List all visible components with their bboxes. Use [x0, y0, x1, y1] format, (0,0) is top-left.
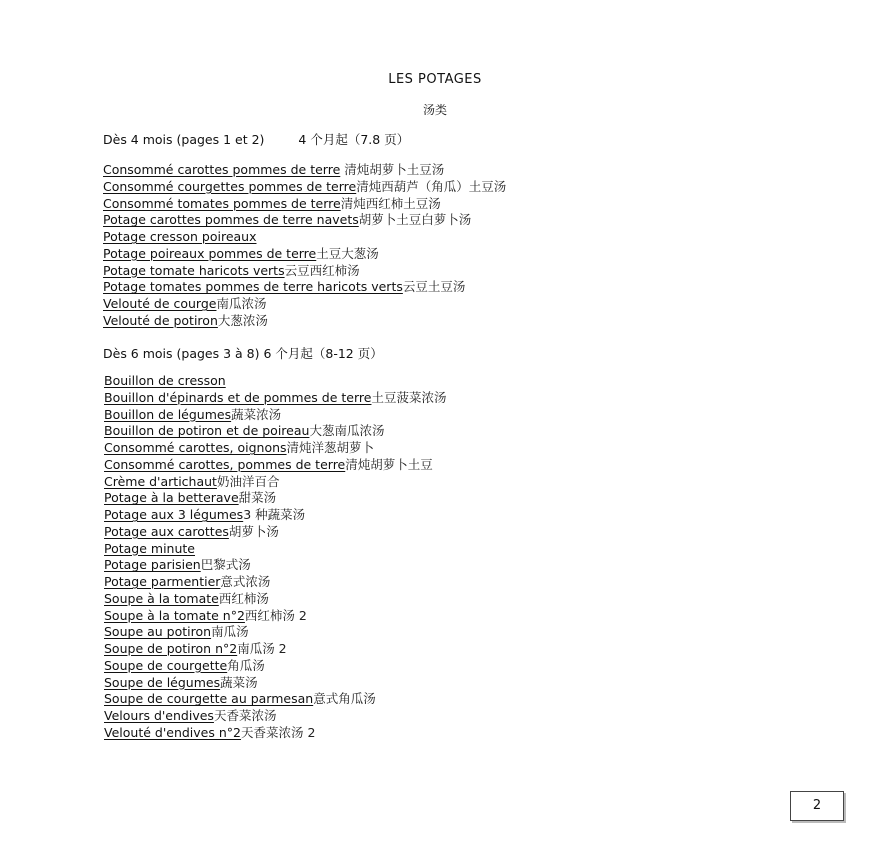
recipe-link[interactable]: Potage à la betterave [104, 490, 239, 506]
list-item [104, 675, 446, 692]
list-item [103, 263, 506, 280]
recipe-link[interactable]: Consommé carottes, oignons [104, 440, 287, 455]
list-item [104, 708, 446, 725]
recipe-link[interactable]: Velouté de potiron [103, 312, 218, 328]
recipe-link[interactable]: Potage minute [104, 540, 195, 556]
recipe-translation: 云豆西红柿汤 [284, 262, 360, 278]
list-item [104, 423, 446, 440]
section-heading-fr: Dès 4 mois (pages 1 et 2) [103, 132, 265, 147]
list-item [104, 507, 446, 524]
recipe-translation: 胡萝卜汤 [228, 523, 279, 539]
recipe-translation: 胡萝卜土豆白萝卜汤 [358, 212, 472, 228]
section-heading-fr: Dès 6 mois (pages 3 à 8) [103, 346, 260, 361]
list-item [104, 574, 446, 591]
recipe-link[interactable]: Soupe au potiron [104, 624, 212, 640]
list-item [104, 541, 446, 558]
recipe-link[interactable]: Consommé courgettes pommes de terre [103, 178, 357, 194]
list-item [103, 229, 506, 246]
list-item [104, 608, 446, 625]
recipe-link[interactable]: Bouillon de potiron et de poireau [104, 423, 310, 439]
list-item [103, 296, 506, 313]
recipe-link[interactable]: Velours d'endives [104, 708, 214, 723]
section-heading-6-months [103, 344, 383, 362]
recipe-translation: 天香菜浓汤 2 [240, 724, 316, 740]
list-item [103, 313, 506, 330]
list-item [103, 279, 506, 296]
recipe-translation: 南瓜浓汤 [216, 296, 267, 311]
recipe-translation: 土豆菠菜浓汤 [371, 389, 447, 405]
recipe-link[interactable]: Consommé carottes, pommes de terre [104, 456, 346, 472]
recipe-translation: 西红柿汤 [218, 590, 269, 606]
recipe-link[interactable]: Potage aux carottes [104, 523, 229, 539]
list-item [104, 691, 446, 708]
recipe-link[interactable]: Crème d'artichaut [104, 473, 217, 489]
section-heading-zh: 6 个月起（8-12 页） [263, 346, 383, 361]
recipe-translation: 西红柿汤 2 [244, 607, 307, 623]
list-item [104, 373, 446, 390]
page-number-box [790, 791, 844, 821]
recipe-list-4-months [103, 162, 506, 330]
recipe-link[interactable]: Velouté d'endives n°2 [104, 724, 241, 740]
list-item [104, 457, 446, 474]
recipe-translation: 云豆土豆汤 [402, 279, 466, 295]
recipe-link[interactable]: Potage tomates pommes de terre haricots verts [103, 279, 403, 295]
list-item [104, 407, 446, 424]
recipe-translation: 意式浓汤 [220, 574, 271, 589]
list-item [103, 246, 506, 263]
recipe-link[interactable]: Potage cresson poireaux [103, 229, 257, 244]
list-item [104, 591, 446, 608]
recipe-translation: 清炖西葫芦（角瓜）土豆汤 [356, 178, 507, 194]
page-title: LES POTAGES [388, 72, 482, 87]
list-item [104, 390, 446, 407]
recipe-link[interactable]: Soupe à la tomate n°2 [104, 607, 245, 623]
list-item [103, 179, 506, 196]
recipe-translation: 清炖洋葱胡萝卜 [286, 440, 375, 455]
list-item [104, 624, 446, 641]
recipe-link[interactable]: Soupe de légumes [104, 674, 221, 690]
recipe-link[interactable]: Potage parisien [104, 557, 201, 573]
section-heading-zh: 4 个月起（7.8 页） [298, 132, 410, 147]
list-item [103, 162, 506, 179]
recipe-translation: 蔬菜汤 [220, 674, 258, 690]
page-subtitle: 汤类 [422, 103, 447, 117]
list-item [103, 212, 506, 229]
recipe-link[interactable]: Soupe de courgette [104, 657, 228, 673]
recipe-link[interactable]: Velouté de courge [103, 296, 217, 311]
list-item [104, 440, 446, 457]
recipe-translation: 意式角瓜汤 [313, 691, 376, 707]
list-item [104, 557, 446, 574]
recipe-list-6-months [104, 373, 446, 742]
recipe-translation: 大葱南瓜浓汤 [309, 423, 385, 439]
recipe-translation: 清炖西红柿土豆汤 [340, 195, 441, 211]
section-heading-4-months [103, 130, 409, 148]
recipe-translation: 大葱浓汤 [217, 312, 268, 328]
list-item [103, 196, 506, 213]
recipe-link[interactable]: Potage tomate haricots verts [103, 262, 285, 278]
list-item [104, 658, 446, 675]
list-item [104, 490, 446, 507]
recipe-link[interactable]: Potage poireaux pommes de terre [103, 245, 317, 261]
list-item [104, 641, 446, 658]
list-item [104, 474, 446, 491]
recipe-link[interactable]: Soupe de courgette au parmesan [104, 691, 314, 707]
recipe-translation: 甜菜汤 [238, 490, 277, 506]
recipe-translation: 南瓜汤 2 [237, 641, 287, 656]
recipe-link[interactable]: Bouillon de légumes [104, 406, 232, 422]
recipe-link[interactable]: Bouillon de cresson [104, 373, 226, 388]
recipe-translation: 奶油洋百合 [216, 473, 280, 489]
recipe-translation: 清炖胡萝卜土豆汤 [340, 162, 445, 177]
recipe-translation: 3 种蔬菜汤 [243, 507, 306, 522]
recipe-link[interactable]: Soupe de potiron n°2 [104, 641, 238, 656]
list-item [104, 524, 446, 541]
recipe-link[interactable]: Soupe à la tomate [104, 590, 219, 606]
recipe-link[interactable]: Potage carottes pommes de terre navets [103, 212, 359, 228]
recipe-link[interactable]: Consommé carottes pommes de terre [103, 162, 341, 177]
recipe-translation: 清炖胡萝卜土豆 [345, 456, 433, 472]
recipe-translation: 南瓜汤 [211, 624, 249, 640]
recipe-translation: 巴黎式汤 [200, 557, 251, 573]
list-item [104, 725, 446, 742]
recipe-translation: 角瓜汤 [227, 657, 265, 673]
recipe-translation: 土豆大葱汤 [316, 245, 379, 261]
recipe-translation: 天香菜浓汤 [213, 708, 277, 723]
recipe-link[interactable]: Potage parmentier [104, 574, 221, 589]
recipe-translation: 蔬菜浓汤 [231, 406, 282, 422]
recipe-link[interactable]: Potage aux 3 légumes [104, 507, 244, 522]
recipe-link[interactable]: Bouillon d'épinards et de pommes de terre [104, 389, 372, 405]
recipe-link[interactable]: Consommé tomates pommes de terre [103, 195, 341, 211]
page-number: 2 [812, 798, 822, 813]
